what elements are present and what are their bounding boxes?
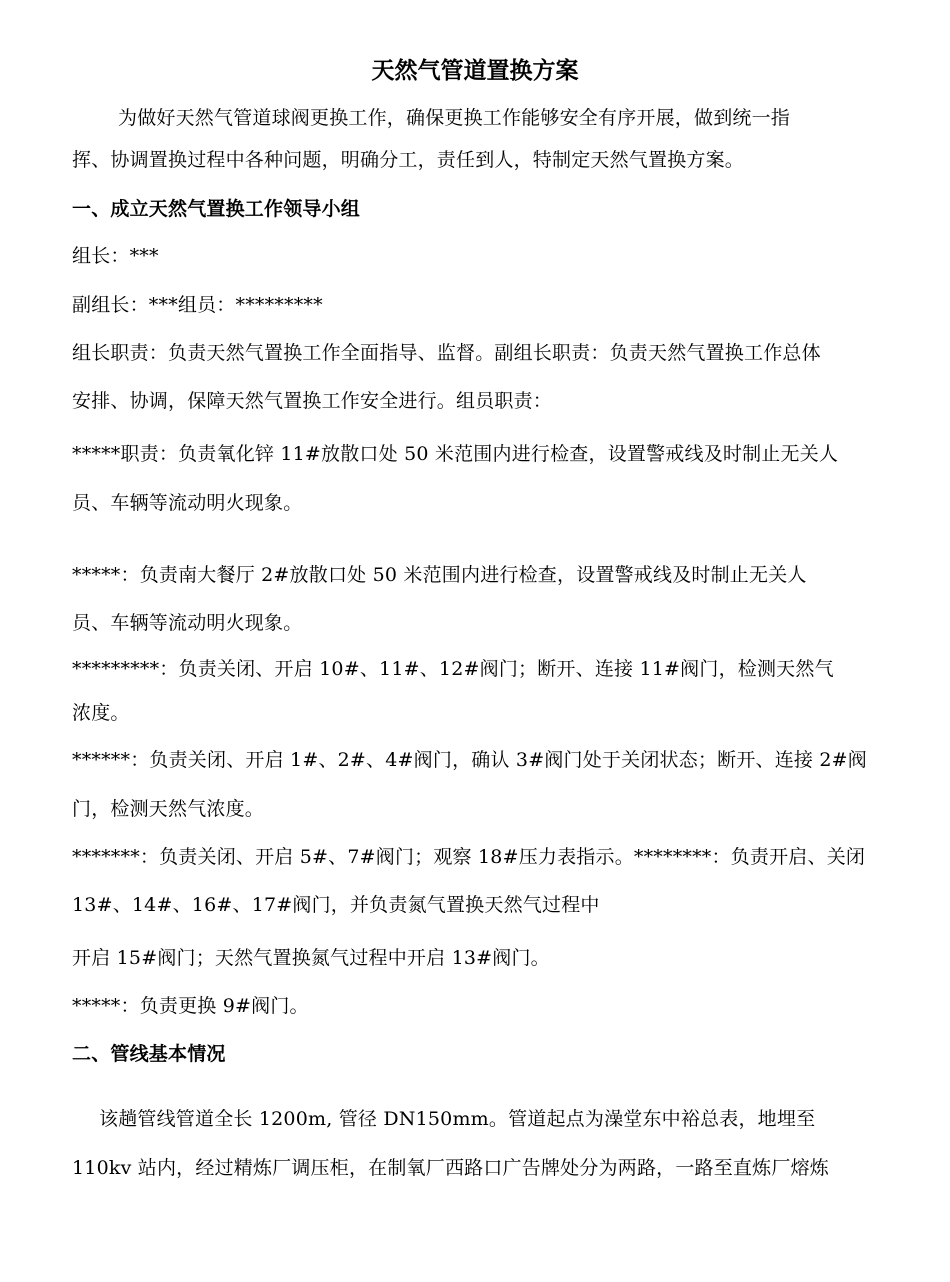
member-duty-2-line-1: *****：负责南大餐厅 2#放散口处 50 米范围内进行检查，设置警戒线及时制止无关人 <box>72 564 807 586</box>
member-duty-4-line-2: 门，检测天然气浓度。 <box>72 798 265 820</box>
leader-line: 组长：*** <box>72 245 159 267</box>
member-duty-1-line-2: 员、车辆等流动明火现象。 <box>72 492 303 514</box>
member-duty-5-line-2: 13#、14#、16#、17#阀门，并负责氮气置换天然气过程中 <box>72 894 600 916</box>
pipeline-line-1: 该趟管线管道全长 1200m, 管径 DN150mm。管道起点为澡堂东中裕总表，地埋至 <box>99 1108 816 1130</box>
member-duty-5-line-3: 开启 15#阀门；天然气置换氮气过程中开启 13#阀门。 <box>72 947 550 969</box>
section-1-heading: 一、成立天然气置换工作领导小组 <box>72 198 361 220</box>
member-duty-3-line-1: *********：负责关闭、开启 10#、11#、12#阀门；断开、连接 11#阀门，检测天然气 <box>72 658 834 680</box>
member-duty-3-line-2: 浓度。 <box>72 702 130 724</box>
member-duty-2-line-2: 员、车辆等流动明火现象。 <box>72 612 303 634</box>
member-duty-6-line: *****：负责更换 9#阀门。 <box>72 995 309 1017</box>
deputy-members-line: 副组长：***组员：********* <box>72 294 323 316</box>
member-duty-1-line-1: *****职责：负责氧化锌 11#放散口处 50 米范围内进行检查，设置警戒线及时制止无关人 <box>72 443 839 465</box>
pipeline-line-2: 110kv 站内，经过精炼厂调压柜，在制氧厂西路口广告牌处分为两路，一路至直炼厂熔炼 <box>72 1157 829 1179</box>
section-2-heading: 二、管线基本情况 <box>72 1043 226 1065</box>
member-duty-5-line-1: *******：负责关闭、开启 5#、7#阀门；观察 18#压力表指示。********：负责开启、关闭 <box>72 846 866 868</box>
member-duty-4-line-1: ******：负责关闭、开启 1#、2#、4#阀门，确认 3#阀门处于关闭状态；断开、连接 2#阀 <box>72 749 867 771</box>
intro-line-2: 挥、协调置换过程中各种问题，明确分工，责任到人，特制定天然气置换方案。 <box>72 149 745 171</box>
intro-line-1: 为做好天然气管道球阀更换工作，确保更换工作能够安全有序开展，做到统一指 <box>118 107 791 129</box>
duties-line-1: 组长职责：负责天然气置换工作全面指导、监督。副组长职责：负责天然气置换工作总体 <box>72 342 821 364</box>
duties-line-2: 安排、协调，保障天然气置换工作安全进行。组员职责： <box>72 390 553 412</box>
document-title: 天然气管道置换方案 <box>371 57 579 84</box>
